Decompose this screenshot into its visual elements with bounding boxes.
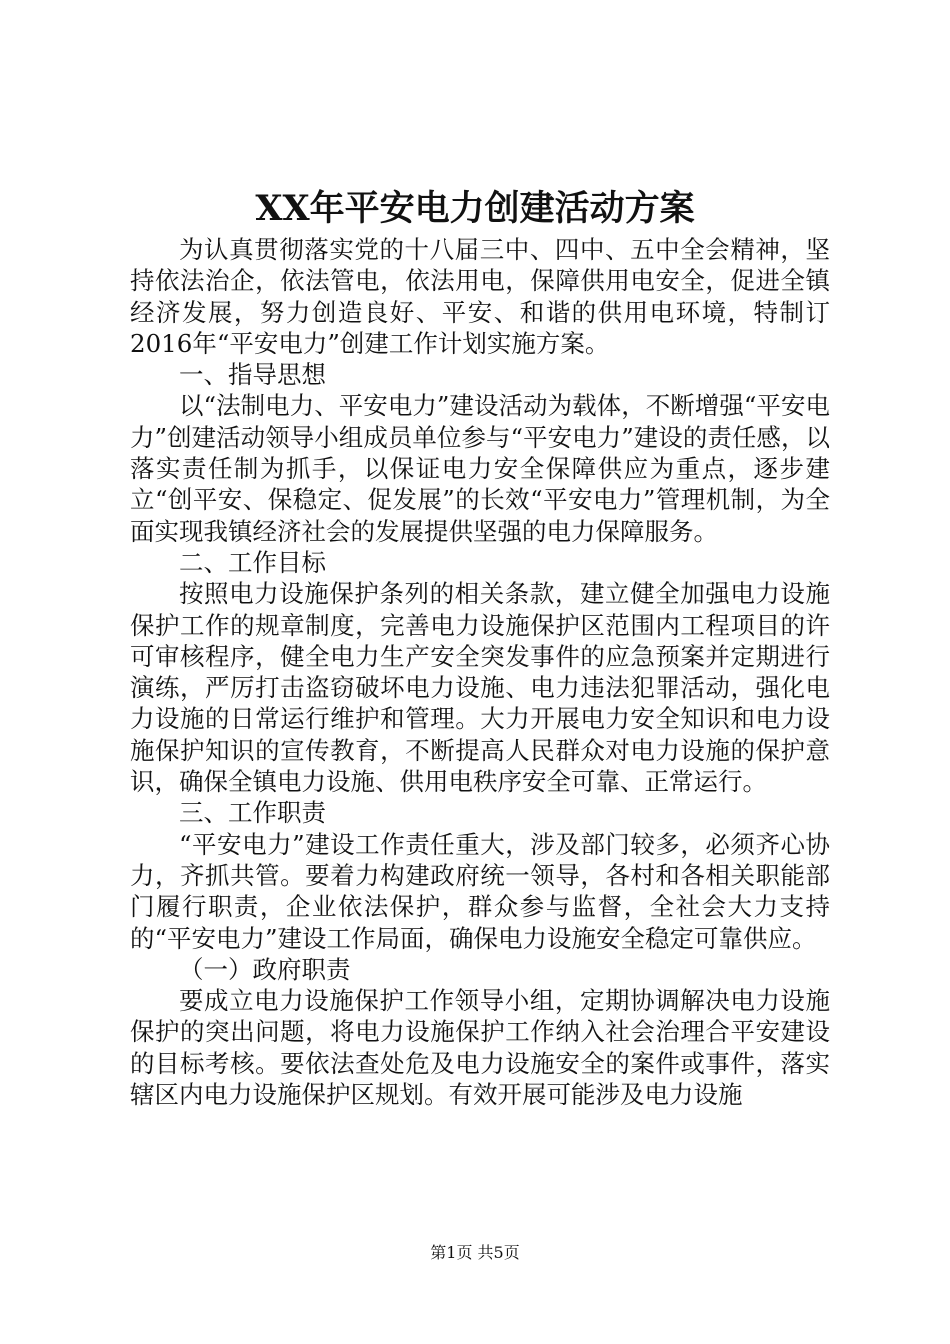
document-title: XX年平安电力创建活动方案 (255, 188, 695, 229)
section-heading-work-goals: 二、工作目标 (179, 547, 326, 577)
guiding-ideology-paragraph: 以“法制电力、平安电力”建设活动为载体，不断增强“平安电力”创建活动领导小组成员单位参与“平安电力”建设的责任感，以落实责任制为抓手，以保证电力安全保障供应为重点，逐步建立“创平安、保稳定、促发展”的长效“平安电力”管理机制，为全面实现我镇经济社会的发展提供坚强的电力保障服务。 (130, 391, 830, 546)
section-heading-guiding-ideology: 一、指导思想 (179, 360, 326, 390)
document-body (130, 234, 830, 1110)
page-footer: 第1页 共5页 (430, 1243, 520, 1262)
government-duties-paragraph: 要成立电力设施保护工作领导小组，定期协调解决电力设施保护的突出问题，将电力设施保护工作纳入社会治理合平安建设的目标考核。要依法查处危及电力设施安全的案件或事件，落实辖区内电力设施保护区规划。有效开展可能涉及电力设施 (130, 986, 830, 1110)
subsection-heading-government-duties: （一）政府职责 (179, 954, 351, 984)
section-heading-work-duties: 三、工作职责 (179, 798, 326, 828)
work-duties-paragraph: “平安电力”建设工作责任重大，涉及部门较多，必须齐心协力，齐抓共管。要着力构建政府统一领导，各村和各相关职能部门履行职责，企业依法保护，群众参与监督，全社会大力支持的“平安电力”建设工作局面，确保电力设施安全稳定可靠供应。 (130, 829, 830, 953)
intro-paragraph: 为认真贯彻落实党的十八届三中、四中、五中全会精神，坚持依法治企，依法管电，依法用电，保障供用电安全，促进全镇经济发展，努力创造良好、平安、和谐的供用电环境，特制订2016年“平安电力”创建工作计划实施方案。 (130, 235, 830, 358)
work-goals-paragraph: 按照电力设施保护条列的相关条款，建立健全加强电力设施保护工作的规章制度，完善电力设施保护区范围内工程项目的许可审核程序，健全电力生产安全突发事件的应急预案并定期进行演练，严厉打击盗窃破坏电力设施、电力违法犯罪活动，强化电力设施的日常运行维护和管理。大力开展电力安全知识和电力设施保护知识的宣传教育，不断提高人民群众对电力设施的保护意识，确保全镇电力设施、供用电秩序安全可靠、正常运行。 (130, 579, 830, 797)
